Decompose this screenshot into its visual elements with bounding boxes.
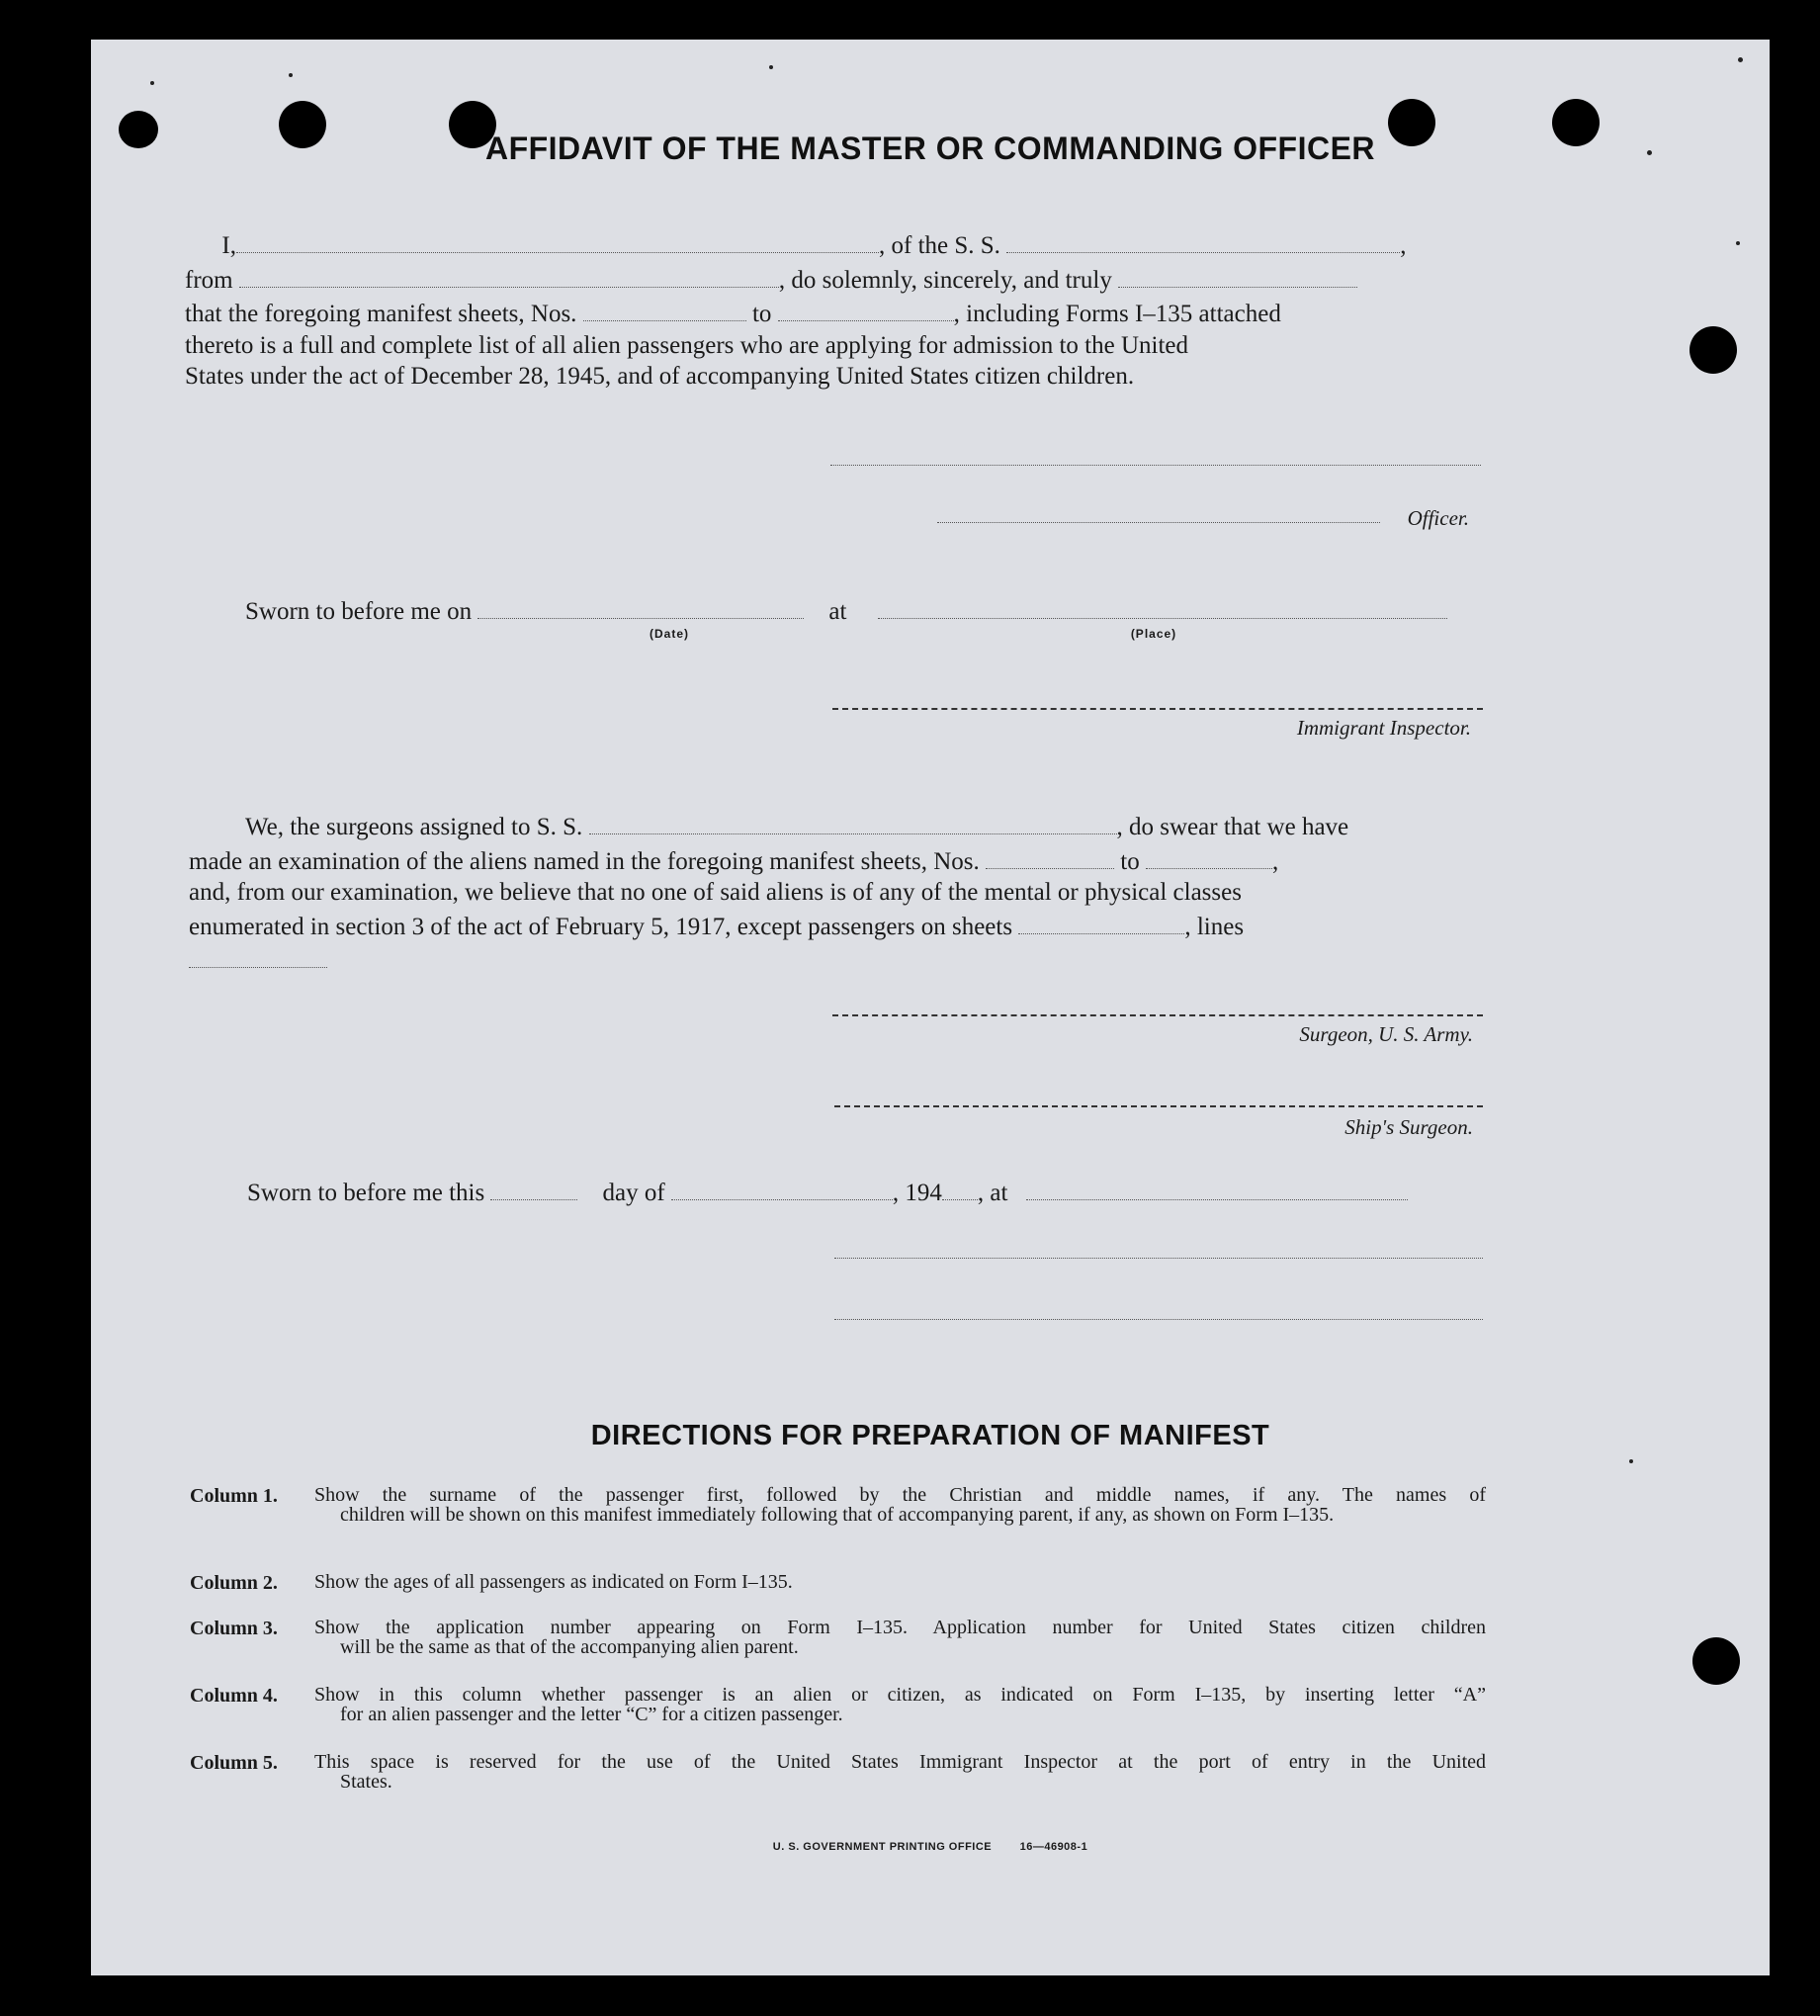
sworn-date-field[interactable] — [477, 593, 804, 619]
oath-form-field[interactable] — [1118, 262, 1357, 288]
date-caption: (Date) — [649, 627, 689, 641]
year-field[interactable] — [942, 1175, 978, 1200]
exam-sheets-to-field[interactable] — [1146, 843, 1272, 869]
punch-hole — [1692, 1637, 1740, 1685]
month-field[interactable] — [671, 1175, 893, 1200]
army-surgeon-label: Surgeon, U. S. Army. — [1299, 1022, 1473, 1046]
master-affidavit-text — [185, 227, 1574, 393]
sworn-location-field[interactable] — [1026, 1175, 1408, 1200]
form-page: AFFIDAVIT OF THE MASTER OR COMMANDING OFFICER I, , of the S. S. , from , do solemnly, sincerely, and truly that the foregoing manifest sheets, Nos. to , including Forms I–135 attached thereto is a full and complete list of all alien passengers who are applying for admission to the United States under the act of December 28, 1945, and of accompanying United States citizen children. Officer. Sworn to before me on at (Date) (Place) Immigrant Inspector. We, the surgeons assigned to S. S. , do swear that we have made an examination of the aliens named in the foregoing manifest sheets, Nos. to , and, from our examination, we believe that no one of said aliens is of any of the mental or physical classes enumerated in section 3 of the act of February 5, 1917, except passengers on sheets , lines Surgeon, U. S. Army. Ship's Surgeon. Sworn to before me this day of , 194 , at DIRECTIONS FOR PREPARATION OF MANIFEST Column 1. Show the surname of the passenger first, followed by the Christian and middle names, if any. The names of children will be shown on this manifest immediately following that of accompanying parent, if any, as shown on Form I–135. Column 2. Show the ages of all passengers as indicated on Form I–135. Column 3. Show the application number appearing on Form I–135. Application number for United States citizen children will be the same as that of the accompanying alien parent. Column 4. Show in this column whether passenger is an alien or citizen, as indicated on Form I–135, by inserting letter “A” for an alien passenger and the letter “C” for a citizen passenger. Column 5. This space is reserved for the use of the United States Immigrant Inspector at the port of entry in the United States. U. S. GOVERNMENT PRINTING OFFICE 16—46908-1 — [91, 40, 1770, 1975]
punch-hole — [1690, 326, 1737, 374]
except-lines-field[interactable] — [189, 942, 327, 968]
affidavit-line-1: I, , of the S. S. , — [185, 227, 1574, 262]
officer-title-line[interactable] — [937, 522, 1380, 523]
place-caption: (Place) — [1130, 627, 1177, 641]
speck — [1629, 1459, 1633, 1463]
printing-office-footer: U. S. GOVERNMENT PRINTING OFFICE 16—46908-1 — [772, 1841, 1088, 1853]
signature-line-a[interactable] — [834, 1258, 1483, 1259]
ship-surgeon-label: Ship's Surgeon. — [1344, 1115, 1473, 1139]
surgeons-text: We, the surgeons assigned to S. S. , do swear that we have made an examination of the aliens named in the foregoing manifest sheets, Nos. to , and, from our examination, we believe that no one of said aliens is of any of the mental or physical classes enumerated in section 3 of the act of February 5, 1917, except passengers on sheets , lines — [189, 809, 1577, 977]
affidavit-line-4: thereto is a full and complete list of all alien passengers who are applying for admission to the United — [185, 331, 1189, 359]
except-sheets-field[interactable] — [1018, 909, 1184, 934]
page-title: AFFIDAVIT OF THE MASTER OR COMMANDING OFFICER — [484, 131, 1376, 166]
ship-name-field[interactable] — [1006, 227, 1400, 253]
inspector-signature-line[interactable] — [832, 708, 1483, 710]
ship-surgeon-signature-line[interactable] — [834, 1105, 1483, 1107]
day-field[interactable] — [490, 1175, 577, 1200]
speck — [1736, 241, 1740, 245]
surgeon-ship-field[interactable] — [589, 809, 1117, 834]
inspector-label: Immigrant Inspector. — [1296, 716, 1471, 740]
exam-sheets-from-field[interactable] — [986, 843, 1114, 869]
directions-title: DIRECTIONS FOR PREPARATION OF MANIFEST — [590, 1420, 1270, 1451]
affidavit-line-3: that the foregoing manifest sheets, Nos. to , including Forms I–135 attached — [185, 296, 1574, 330]
speck — [1738, 57, 1743, 62]
officer-label: Officer. — [1407, 506, 1469, 530]
officer-signature-line[interactable] — [830, 465, 1481, 466]
sheets-to-field[interactable] — [778, 296, 954, 321]
sworn-day-text: Sworn to before me this day of , 194 , at — [247, 1175, 1493, 1209]
sworn-before-text: Sworn to before me on at — [245, 593, 1491, 628]
army-surgeon-signature-line[interactable] — [832, 1014, 1483, 1016]
speck — [150, 81, 154, 85]
sheets-from-field[interactable] — [583, 296, 746, 321]
master-name-field[interactable] — [236, 227, 879, 253]
affidavit-line-5: States under the act of December 28, 1945, and of accompanying United States citizen children. — [185, 363, 1135, 390]
sworn-place-field[interactable] — [878, 593, 1447, 619]
affidavit-line-2: from , do solemnly, sincerely, and truly — [185, 262, 1574, 297]
speck — [769, 65, 773, 69]
port-from-field[interactable] — [239, 262, 779, 288]
speck — [289, 73, 293, 77]
signature-line-b[interactable] — [834, 1319, 1483, 1320]
